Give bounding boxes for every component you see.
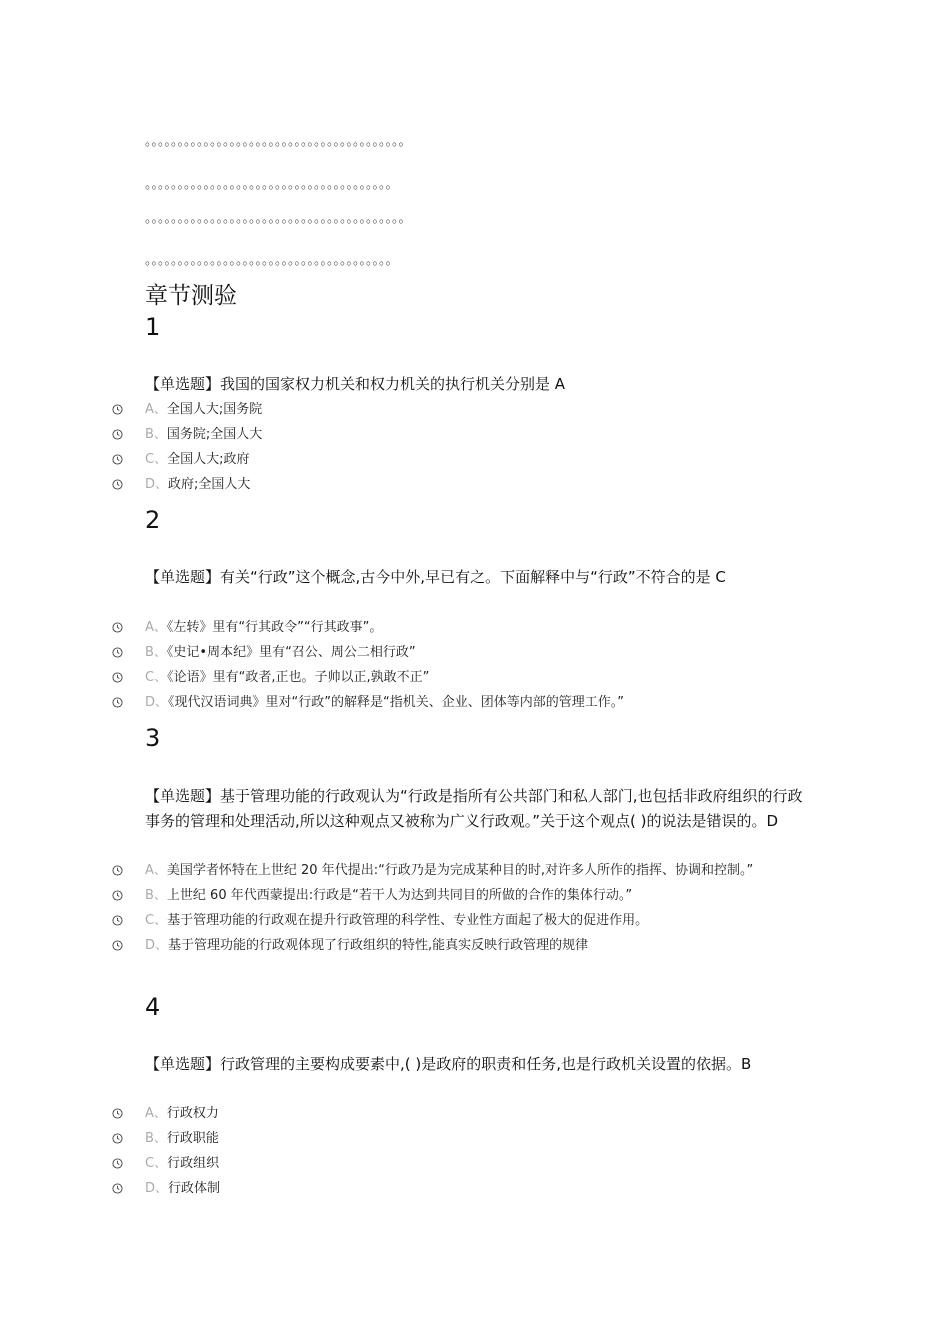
option-item[interactable] (112, 1103, 812, 1125)
dot-row: 。。。。。。。。。。。。。。。。。。。。。。。。。。。。。。。。。。。。。。。。 (145, 134, 412, 149)
option-text: 《论语》里有“政者,正也。子帅以正,孰敢不正” (167, 670, 430, 685)
option-item[interactable] (112, 1128, 812, 1150)
clock-icon (112, 1158, 123, 1169)
option-text: 上世纪 60 年代西蒙提出:行政是“若干人为达到共同目的所做的合作的集体行动。” (166, 888, 633, 903)
option-text: 政府;全国人大 (168, 477, 251, 492)
option-letter: D、 (145, 477, 169, 492)
option-text: 行政体制 (168, 1181, 221, 1196)
option-letter: C、 (145, 670, 168, 685)
option-item[interactable] (112, 860, 812, 882)
clock-icon (112, 404, 123, 415)
question-text: 【单选题】基于管理功能的行政观认为“行政是指所有公共部门和私人部门,也包括非政府组织的行政事务的管理和处理活动,所以这种观点又被称为广义行政观。”关于这个观点( )的说法是错误的。D (145, 787, 803, 830)
option-item[interactable] (112, 667, 812, 689)
question-text: 【单选题】行政管理的主要构成要素中,( )是政府的职责和任务,也是行政机关设置的依据。B (145, 1055, 752, 1073)
option-text: 全国人大;国务院 (166, 402, 263, 417)
option-text: 《左转》里有“行其政令”“行其政事”。 (166, 620, 383, 635)
question-number: 3 (145, 724, 161, 752)
clock-icon (112, 1108, 123, 1119)
clock-icon (112, 915, 123, 926)
option-item[interactable] (112, 449, 812, 471)
option-letter: D、 (145, 938, 169, 953)
option-letter: D、 (145, 695, 169, 710)
option-text: 行政组织 (167, 1156, 220, 1171)
option-list (112, 1103, 812, 1203)
option-text: 《史记•周本纪》里有“召公、周公二相行政” (166, 645, 416, 660)
clock-icon (112, 697, 123, 708)
question-number: 4 (145, 993, 161, 1021)
option-letter: A、 (145, 620, 167, 635)
clock-icon (112, 454, 123, 465)
option-list (112, 860, 812, 960)
clock-icon (112, 647, 123, 658)
option-text: 美国学者怀特在上世纪 20 年代提出:“行政乃是为完成某种目的时,对许多人所作的指挥、协调和控制。” (166, 863, 754, 878)
option-letter: C、 (145, 452, 168, 467)
option-item[interactable] (112, 474, 812, 496)
option-text: 《现代汉语词典》里对“行政”的解释是“指机关、企业、团体等内部的管理工作。” (168, 695, 624, 710)
option-letter: C、 (145, 1156, 168, 1171)
clock-icon (112, 1133, 123, 1144)
option-item[interactable] (112, 910, 812, 932)
option-item[interactable] (112, 885, 812, 907)
option-item[interactable] (112, 1153, 812, 1175)
option-item[interactable] (112, 617, 812, 639)
option-text: 国务院;全国人大 (166, 427, 263, 442)
dot-row: 。。。。。。。。。。。。。。。。。。。。。。。。。。。。。。。。。。。。。。 (145, 253, 399, 268)
option-item[interactable] (112, 935, 812, 957)
clock-icon (112, 1183, 123, 1194)
option-text: 基于管理功能的行政观在提升行政管理的科学性、专业性方面起了极大的促进作用。 (167, 913, 649, 928)
option-letter: D、 (145, 1181, 169, 1196)
option-letter: A、 (145, 1106, 167, 1121)
section-title: 章节测验 (145, 283, 237, 309)
dot-row: 。。。。。。。。。。。。。。。。。。。。。。。。。。。。。。。。。。。。。。 (145, 177, 399, 192)
option-item[interactable] (112, 642, 812, 664)
option-text: 基于管理功能的行政观体现了行政组织的特性,能真实反映行政管理的规律 (168, 938, 589, 953)
option-list (112, 617, 812, 717)
option-letter: B、 (145, 1131, 167, 1146)
option-letter: A、 (145, 863, 167, 878)
option-text: 全国人大;政府 (167, 452, 250, 467)
option-text: 行政权力 (166, 1106, 219, 1121)
question-number: 1 (145, 313, 161, 341)
clock-icon (112, 940, 123, 951)
option-item[interactable] (112, 399, 812, 421)
option-text: 行政职能 (166, 1131, 219, 1146)
option-letter: B、 (145, 427, 167, 442)
clock-icon (112, 865, 123, 876)
clock-icon (112, 429, 123, 440)
option-letter: A、 (145, 402, 167, 417)
clock-icon (112, 672, 123, 683)
option-letter: C、 (145, 913, 168, 928)
option-letter: B、 (145, 888, 167, 903)
clock-icon (112, 622, 123, 633)
option-list (112, 399, 812, 499)
question-text: 【单选题】我国的国家权力机关和权力机关的执行机关分别是 A (145, 375, 566, 393)
dot-row: 。。。。。。。。。。。。。。。。。。。。。。。。。。。。。。。。。。。。。。。。 (145, 211, 412, 226)
question-text: 【单选题】有关“行政”这个概念,古今中外,早已有之。下面解释中与“行政”不符合的是 C (145, 568, 726, 586)
option-item[interactable] (112, 692, 812, 714)
clock-icon (112, 890, 123, 901)
option-letter: B、 (145, 645, 167, 660)
option-item[interactable] (112, 424, 812, 446)
question-number: 2 (145, 506, 161, 534)
clock-icon (112, 479, 123, 490)
option-item[interactable] (112, 1178, 812, 1200)
